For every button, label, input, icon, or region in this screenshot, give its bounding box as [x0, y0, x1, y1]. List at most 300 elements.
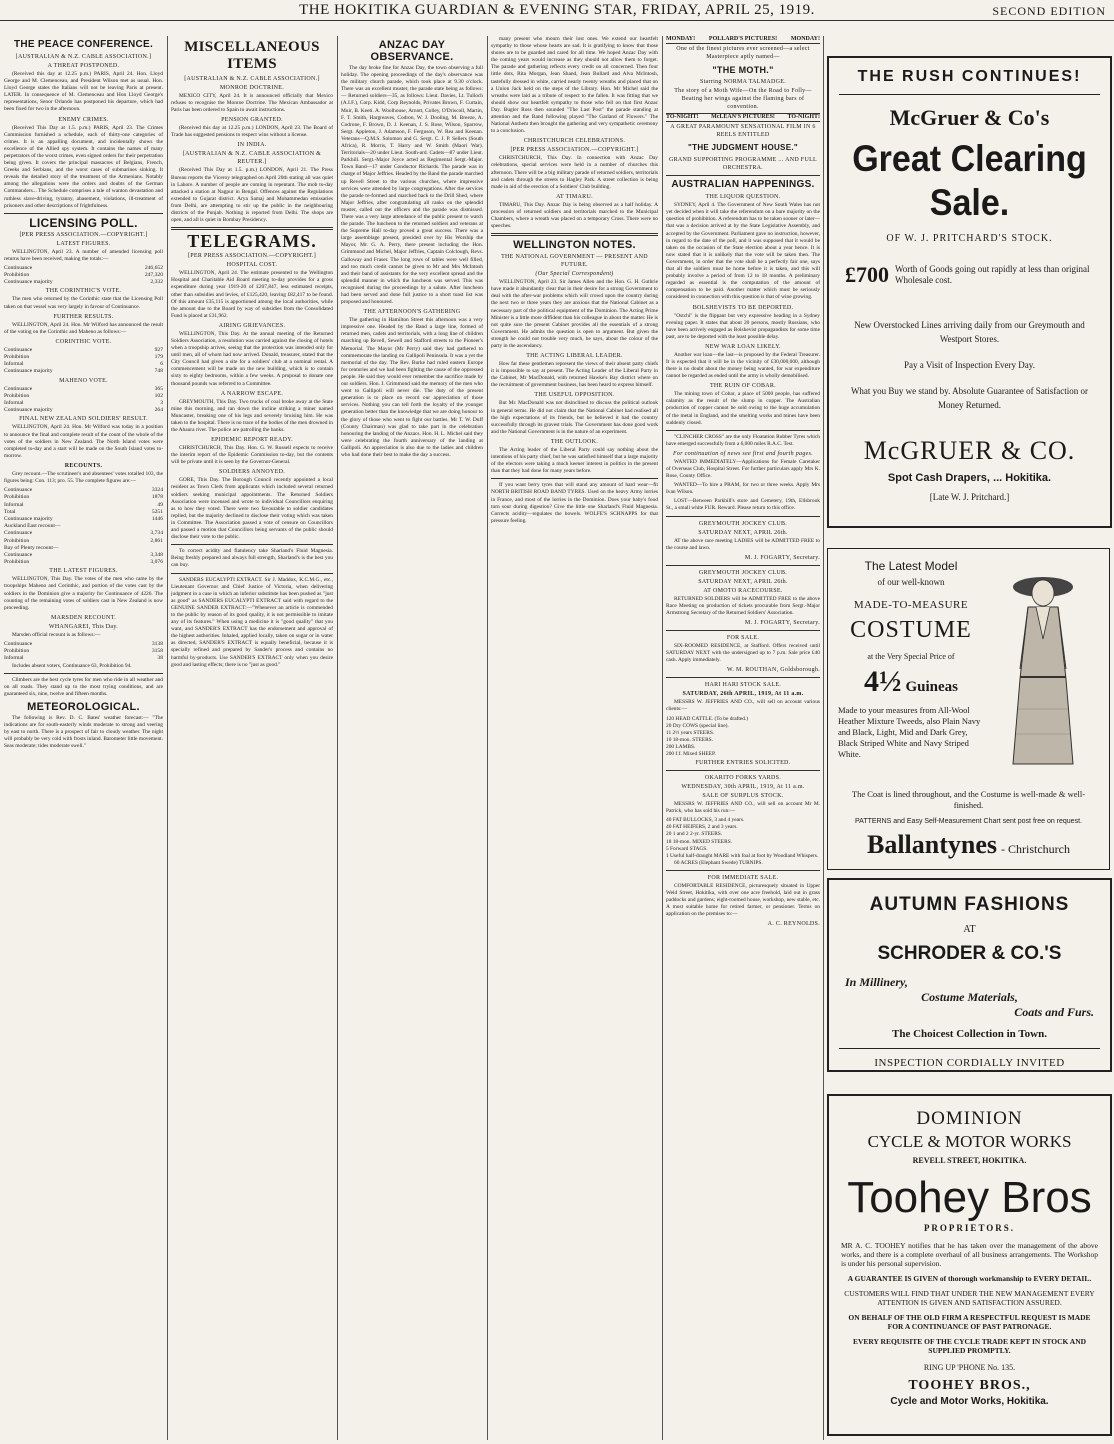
- subheading: MONROE DOCTRINE.: [219, 85, 285, 91]
- article-text: CHRISTCHURCH, This Day. In connection with Anzac Day celebrations, special services were held in a number of churches this afternoon. There will be a big military parade of returned soldiers, territorials and cadets through the streets to Hagley Park. A street collection is being made in aid of the erection of a Soldiers' Club building.: [491, 155, 658, 190]
- table-row: [4, 552, 163, 559]
- advert-text: SANDERS EUCALYPTI EXTRACT. Sir J. Maddox, K.C.M.G., etc., Lieutenant Governor and Chief Justice of Victoria, when delivering judgment in a case in which an inferior substitute has been pushed as "just as good" as SANDERS EUCALYPTI EXTRACT said with regard to the GENUINE SANDER EXTRACT:—"Whenever an article is commended to the public by reason of its good quality, it is not permissible to imitate any of its features." When using a medicine it is "good quality" that you want, and SANDER'S EXTRACT has the endorsement and approval of the highest authorities. Inhaled, applied locally, taken on sugar or in water as directed, SANDER'S EXTRACT is equally beneficial, because it is specially refined and prepared by Sander's process and contains no harmful by-products. Use SANDER'S EXTRACT only when you desire good and lasting effects; there is no "just as good.": [171, 576, 333, 668]
- tonight-bar: [666, 113, 820, 122]
- advert-text: ON BEHALF OF THE OLD FIRM A RESPECTFUL REQUEST IS MADE FOR A CONTINUANCE OF PAST PATRONAGE.: [848, 1313, 1091, 1331]
- subheading: NEW WAR LOAN LIKELY.: [705, 343, 781, 350]
- article-text: GREYMOUTH, This Day. Two trucks of coal broke away at the State mine this morning, and ran down the incline striking a miner named Muncaster, breaking one of his legs and severely bruising him. He was taken to the hospital. There is no trace of the bodies of the men drowned in the Ahaura river. The police are patrolling the banks.: [171, 398, 333, 433]
- subheading: SALE OF SURPLUS STOCK.: [702, 793, 784, 800]
- column-3: [341, 36, 483, 1440]
- anzac-heading: ANZAC DAY OBSERVANCE.: [370, 39, 454, 63]
- moth-title: "THE MOTH.": [712, 65, 774, 76]
- classified-ad: WANTED IMMEDIATELY—Applications for Female Caretaker of Overseas Club, Hospital Street. For further particulars apply Mrs K. Rose, County Office.: [666, 458, 820, 480]
- advert-text: REVELL STREET, HOKITIKA.: [912, 1156, 1027, 1165]
- row-value: 2,332: [150, 279, 163, 286]
- row-label: Continuance majority: [4, 368, 53, 375]
- list-item: 11 2½ years STEERS.: [666, 729, 715, 736]
- bar-label: McLEAN'S PICTURES!: [711, 114, 775, 121]
- article-text: WELLINGTON, April 24. The estimate presented to the Wellington Hospital and Charitable Aid Board meeting to-day provides for a gross expenditure during year 1919-20 of £207,847, less estimated receipts, other than subsidies and levies, of £125,420, leaving £82,417 to be found. Of this amount £35,115 is apportioned among the local authorities, while the amount due to the Board by way of subsidies from the Consolidated Fund is placed at £31,962.: [171, 270, 333, 319]
- advert-brand: McGruer & Co's: [889, 105, 1050, 130]
- mcgruer-advert: [827, 56, 1112, 528]
- divider: [666, 630, 820, 631]
- row-label: Prohibition: [4, 648, 30, 655]
- dateline: AT OMOTO RACECOURSE.: [703, 587, 783, 594]
- bar-label: MONDAY!: [666, 36, 696, 42]
- advert-text: EVERY REQUISITE OF THE CYCLE TRADE KEPT IN STOCK AND SUPPLIED PROMPTLY.: [852, 1337, 1087, 1355]
- article-text: (Received this day at 12.25 p.m.) PARIS, April 24. Hon. Lloyd George and M. Clemenceau, and President Wilson met as usual. Hon. Lloyd George states the Italians will not be leaving Paris at present. LATER. In consequence of M. Clemenceau and Hon Lloyd George's representations, Senor Orlando has postponed his departure, which had been fixed for two in the afternoon.: [4, 71, 163, 113]
- article-text: GORE, This Day. The Borough Council recently appointed a local resident as Town Clerk from applicants which included several returned soldiers seeking municipal appointments. The Returned Soldiers Association were incensed and wrote to individual Councillors enquiring as to how they voted. There were two favourable to soldier candidates replied, but the majority declined to disclose their voting which was taken in Committee. The Association passed a vote of censure on Councillors and passed a motion that Councillors being servants of the public should disclose their vote to the public.: [171, 477, 333, 541]
- classified-ad: MESSRS W. JEFFRIES AND CO., will sell on account various clients:—: [666, 699, 820, 713]
- article-text: SYDNEY, April 4. The Government of New South Wales has not yet decided when it will take the referendum on a bare majority on the question of prohibition. A referendum has to be taken sooner or later—that was a decision arrived at by the State Legislative Assembly, and accepted by the Government. Parliament gave no instruction, however, in regard to the date of the poll, and it was supposed that it would be taken on the occasion of the State election about a year hence. It is now stated that it is unlikely that the vote will be taken then. The Government, in order that the vote shall be a perfectly fair one, says that all the soldiers must be home before it is taken, and this will probably involve a period of from 12 to 18 months. A preliminary regarded as essential is the computation of the amount of compensation to be paid. Another matter which must be seriously considered in connection with this question is that of wine growing.: [666, 202, 820, 301]
- masthead-title: THE HOKITIKA GUARDIAN & EVENING STAR, FRIDAY, APRIL 25, 1919.: [299, 2, 815, 18]
- advert-text: CUSTOMERS WILL FIND THAT UNDER THE NEW MANAGEMENT EVERY ATTENTION IS GIVEN AND SATISFACTION ASSURED.: [844, 1289, 1095, 1307]
- divider: [666, 565, 820, 566]
- auckland-table: [4, 523, 163, 566]
- price-row: [838, 665, 984, 699]
- subheading: FURTHER ENTRIES SOLICITED.: [695, 760, 791, 767]
- table-row: [4, 545, 163, 552]
- article-text: WELLINGTON, April 23. Sir James Allen and the Hon. G. H. Guthrie have made it abundantly clear that in their desire for a strong Government to deal with the after-war problems which will crowd upon the country during the next two or three years they are anxious that the National Cabinet as a necessary part of the political equipment of the Dominion. The Acting Prime Minister is a little more diffident than his colleague in about the matter. He is not quite sure the present Cabinet provides all the essentials of a strong Government. He admits the question is open to argument. But given the strength he could not trouble very much, he says, about the colour of the party in the ascendancy.: [491, 279, 658, 349]
- article-text: (Received This Day at 1.5. p.m.) PARIS, April 23. The Crimes Commission furnished a schedule, each of thirty-one categories of crimes. It is an appalling document, and incidentally shows the excellence of the Allied spy system. It contains the names of many perpetrators of the worst crimes, even signed orders for their perpetration being given. It covers the principal massacres of Belgians, French, Greeks and Serbians, and the worst cases of submarines sinking. It reveals the detailed story of the treatment of the Armenians. Notably among the allegations were the orders and doubts of the German Commanders... The Schedule comprises a tale of wanton devastation and ruthless slave-driving, tyranny, abasement, violations, ill-treatment of prisoners and other descriptions of frightfulness.: [4, 124, 163, 209]
- shop-row: [838, 830, 1099, 860]
- table-row: [4, 368, 163, 375]
- table-row: [4, 407, 163, 414]
- advert-text: What you Buy we stand by. Absolute Guarantee of Satisfaction or Money Returned.: [850, 386, 1089, 410]
- divider: [4, 213, 163, 214]
- table-row: [4, 400, 163, 407]
- article-text: WELLINGTON, April 24. Hon. Mr Wilford was today in a position to announce the final and complete result of the count of the whole of the votes of the soldiers in New Zealand. The North Island votes were completed to-day and a start will be made on the South Island votes to-morrow.: [4, 424, 163, 459]
- subheading: LATEST FIGURES.: [56, 240, 111, 247]
- wellington-notes-heading: WELLINGTON NOTES.: [513, 239, 636, 252]
- advert-heading: CYCLE & MOTOR WORKS: [867, 1132, 1072, 1151]
- totals-table: [4, 265, 163, 287]
- advert-text: Spot Cash Drapers, ... Hokitika.: [887, 472, 1052, 484]
- subheading: OKARITO FORKS YARDS.: [704, 775, 782, 782]
- signature: A. C. REYNOLDS.: [767, 921, 820, 928]
- row-value: 3,734: [150, 530, 163, 537]
- list-item: 200 LAMBS.: [666, 743, 696, 750]
- costume-copy: [838, 559, 984, 760]
- table-row: [4, 655, 163, 662]
- article-text: But Mr. MacDonald was not disinclined to discuss the political outlook in general terms. He did not claim that the National Cabinet had realised all the high expectations of its friends, but he believed it had the country successfully through its gravest trials. The Government has done good work and the National Government is in the nature of an experiment.: [491, 400, 658, 435]
- advert-text: GRAND SUPPORTING PROGRAMME ... AND FULL ORCHESTRA.: [668, 157, 818, 172]
- advert-text: Climbers are the best cycle tyres for men who ride in all weather and on all roads. They stand up to the most trying conditions, and are guaranteed six, nine, twelve and fifteen months.: [4, 676, 163, 697]
- article-text: The following is Rev. D. C. Bates' weather forecast:— "The indications are for south-easterly winds moderate to strong and veering by east to north. There is a prospect of fair to cloudy weather. The night will probably be very cold with frosts inland. Barometer little movement. Seas moderate; tides moderate swell.": [4, 714, 163, 750]
- advert-shop: SCHRODER & CO.'S: [877, 943, 1062, 964]
- advert-text: MADE-TO-MEASURE: [853, 599, 969, 611]
- advert-text: In Millinery,: [845, 975, 908, 989]
- advert-text: Guineas: [905, 679, 958, 695]
- row-label: Continuance: [4, 530, 33, 537]
- article-text: Another war loan—the last—is proposed by the Federal Treasurer. It is expected that it will be in the vicinity of £30,000,000, although there is no doubt about the money being wanted, for war expenditure cannot be regarded as ended until the army is wholly demobilised.: [666, 351, 820, 380]
- advert-price: 4½: [863, 665, 902, 698]
- advert-text: of our well-known: [877, 577, 945, 587]
- toohey-advert: [827, 1094, 1112, 1436]
- classified-ad: 60 ACRES (Elephant Swede) TURNIPS.: [674, 859, 763, 866]
- advert-text: [Late W. J. Pritchard.]: [929, 492, 1010, 502]
- column-1: [4, 36, 163, 1440]
- advert-text: AT: [963, 924, 976, 935]
- subheading: THE OUTLOOK.: [550, 438, 599, 445]
- advert-text: One of the finest pictures ever screened—a select Masterpiece aptly named—: [676, 46, 810, 61]
- peace-heading: THE PEACE CONFERENCE.: [13, 39, 154, 50]
- advert-heading: DOMINION: [916, 1108, 1023, 1129]
- article-text: Includes absent voters, Continuance 63, Prohibition 94.: [12, 662, 132, 669]
- column-rule: [662, 36, 663, 1440]
- row-label: Continuance: [4, 385, 33, 392]
- subheading: CHRISTCHURCH CELEBRATIONS.: [523, 138, 626, 145]
- article-text: Marsden official recount is as follows:—: [12, 631, 101, 638]
- licensing-heading: LICENSING POLL.: [29, 215, 138, 230]
- advert-text: Pay a Visit of Inspection Every Day.: [904, 360, 1035, 370]
- row-label: Prohibition: [4, 559, 30, 566]
- row-label: Prohibition: [4, 354, 30, 361]
- article-text: WELLINGTON, April 23. A number of amended licensing poll returns have been received, making the totals:—: [4, 248, 163, 262]
- agency-line: [AUSTRALIAN & N.Z. CABLE ASSOCIATION.]: [184, 76, 320, 82]
- column-4: [491, 36, 658, 1440]
- article-text: The gathering in Hamilton Street this afternoon was a very impressive one. Headed by the Band a large line, formed of returned men, cadets and territorials, with a long line of children marching up Revell, Sewell and Stafford streets to the Pioneer's Memorial. The Mayor (Mr Perry) said they had gathered to commemorate the landing on Gallipoli Peninsula. It was a yet the memorial of the day. The Rev. Burke had ruled eastern Europe for centuries and we had been fighting the cause of the oppressed people. He said they would ever remember the sacrifice made by our soldiers. Hon. J. Grimmond said the memory of the men who went to Gallipoli will never die. The duty of the present generation is to place on record our appreciation of those services. Nothing you can tell forth the loyalty of the younger generation better than the knowledge that we are doing honour to the glory of those who went to fight our battles. Mr T. W. Duff (County Chairman) was glad to take part in the celebration honouring the landing of the Anzacs. Hon. H. L. Michel said they were celebrating the fourth anniversary of the landing at Gallipoli. An appreciation is also due to the ladies and children who had done their best to make the day a success.: [341, 317, 483, 458]
- divider: [666, 677, 820, 678]
- bar-label: TO-NIGHT!: [787, 114, 820, 121]
- subheading: MAHENO VOTE.: [59, 377, 108, 384]
- advert-shop: Ballantynes: [866, 830, 998, 859]
- row-value: [134, 523, 163, 530]
- table-row: [4, 516, 163, 523]
- advert-text: A GREAT PARAMOUNT SENSATIONAL FILM IN 6 REELS ENTITLED: [670, 124, 816, 139]
- row-label: Prohibition: [4, 494, 30, 501]
- advert-title: COSTUME: [850, 617, 972, 643]
- dateline: WHANGAREI, This Day.: [48, 623, 119, 630]
- list-item: 20 Dry COWS (special line).: [666, 722, 729, 729]
- advert-text: at the Very Special Price of: [867, 652, 955, 661]
- subheading: AT TIMARU.: [556, 193, 593, 200]
- table-row: [4, 648, 163, 655]
- article-text: many present who mourn their lost ones. We extend our heartfelt sympathy to those whose hearts are sad. It is gratifying to know that those shores are to be guarded and cared for all time. We hoped Anzac Day with the coming years would increase as they should not allow them to forget. The parade and gathering reflects every credit on all concerned. Then four little dots, Rita Morgan, Jean Shand, Jean Bullard and Alva McIntosh, tastefully dressed in white, carried nearly twenty wreaths and placed that on a Union Jack held on the steps of the Library. Hon. Mr Michel said the wreaths were laid as a tribute of respect to the fallen. It was fitting that we should show our heartfelt sympathy to those who fell on that first Anzac Day. Bugler Ross then sounded "The Last Post" the parade standing at attention and the Band following played "The Garland of Flowers." The National Anthem then brought the gathering and very sympathetic ceremony to a conclusion.: [491, 36, 658, 135]
- row-value: 3138: [151, 640, 163, 647]
- article-text: How far these gentlemen represent the views of their absent party chiefs it is impossible to say at present. The Acting Leader of the Liberal Party in the Cabinet, Mr MacDonald, with returned Hawke's Bay district where on the recruitment of government business, has been heard to express himself.: [491, 361, 658, 389]
- row-label: Continuance: [4, 346, 33, 353]
- list-item: 1 Useful half-draught MARE with foal at foot by Woodland Whispers.: [666, 852, 819, 859]
- advert-text: Starring NORMA TALMADGE.: [699, 79, 787, 86]
- article-text: WELLINGTON, This Day. At the annual meeting of the Returned Soldiers Association, a resolution was carried against the closing of hotels when a troopship arrives, seeing that the protection was intended only for until men, all of whom had now arrived. Donald, treasurer, stated that the City Council had given a site for a soldiers' club at a nominal rental. A commencement will be made on the new building, which is to contain sixty to eighty bedrooms, within a few weeks. A proposal to donate one thousand pounds was referred to a Committee.: [171, 330, 333, 387]
- article-text: CHRISTCHURCH, This Day. Hon. G. W. Russell expects to receive the interim report of the Epidemic Commission to-day, but the contents will be private until it is seen by the Governor-General.: [171, 445, 333, 466]
- list-item: 10 18-mon. STEERS.: [666, 736, 714, 743]
- subheading: CORINTHIC VOTE.: [55, 338, 112, 345]
- subheading: GREYMOUTH JOCKEY CLUB.: [698, 520, 788, 527]
- table-row: [4, 502, 163, 509]
- classified-ad: AT the above race meeting LADIES will be ADMITTED FREE to the course and lawn.: [666, 537, 820, 551]
- advert-text: New Overstocked Lines arriving daily from our Greymouth and Westport Stores.: [854, 320, 1085, 344]
- misc-heading: MISCELLANEOUS ITEMS: [184, 39, 320, 72]
- schroder-advert: [827, 878, 1112, 1072]
- advert-text: Worth of Goods going out rapidly at less than original Wholesale cost.: [895, 264, 1090, 285]
- article-text: (Received this day at 12.25 p.m.) LONDON, April 23. The Board of Trade has suggested pensions to respect wins without a license.: [171, 125, 333, 139]
- agency-line: [PER PRESS ASSOCIATION.—COPYRIGHT.]: [19, 231, 148, 238]
- signature: M. J. FOGARTY, Secretary.: [744, 554, 820, 561]
- advert-text: PROPRIETORS.: [923, 1223, 1016, 1233]
- costume-advert: [827, 548, 1110, 870]
- subheading: EPIDEMIC REPORT READY.: [211, 437, 293, 444]
- table-row: [4, 386, 163, 393]
- advert-text: The Latest Model: [864, 559, 958, 573]
- advert-sale-title: Great Clearing Sale.: [852, 138, 1087, 223]
- advert-firm: Toohey Bros: [847, 1173, 1092, 1222]
- article-text: Grey recount.—The scrutineer's and absentees' votes totalled 103, the figures being: Con. 113; pro. 55. The complete figures are:—: [4, 470, 163, 485]
- subheading: MARSDEN RECOUNT.: [50, 614, 117, 621]
- row-value: 3158: [151, 648, 163, 655]
- advert-text: The story of a Moth Wife—On the Road to Folly—Beating her wings against the flaming bars of convention.: [674, 88, 812, 111]
- judgment-title: "THE JUDGMENT HOUSE.": [688, 143, 798, 153]
- table-row: [4, 641, 163, 648]
- subheading: A NARROW ESCAPE.: [220, 390, 284, 397]
- maheno-table: [4, 386, 163, 415]
- row-value: 3,348: [150, 551, 163, 558]
- classified-ad: LOST—Between Parkhill's store and Cemetery, 19th, Ellsbrook St., a small white FUR. Reward. Please return to this office.: [666, 498, 820, 512]
- table-row: [4, 530, 163, 537]
- subheading: AIRING GRIEVANCES.: [218, 322, 286, 329]
- row-label: Informal: [4, 655, 24, 662]
- subheading: THE ACTING LIBERAL LEADER.: [526, 353, 623, 360]
- advert-firm: McGRUER & CO.: [863, 436, 1076, 465]
- row-value: 1446: [151, 515, 163, 522]
- costume-figure-illustration: [988, 559, 1098, 769]
- meteorological-heading: METEOROLOGICAL.: [27, 700, 140, 713]
- dateline: SATURDAY, 26th APRIL, 1919, At 11 a.m.: [682, 691, 804, 698]
- row-value: [134, 545, 163, 552]
- row-label: Auckland East recount—: [4, 523, 61, 530]
- advert-text: INSPECTION CORDIALLY INVITED: [874, 1057, 1065, 1069]
- advert-text: The Coat is lined throughout, and the Costume is well-made & well-finished.: [851, 789, 1086, 810]
- table-row: [4, 393, 163, 400]
- subheading: GREYMOUTH JOCKEY CLUB.: [698, 569, 788, 576]
- divider: [171, 544, 333, 545]
- list-item: 18 18-mon. MIXED STEERS.: [666, 838, 733, 845]
- article-text: "Ostchi" is the flippant but very expressive heading in a Sydney evening paper. It states that about 20 persons, mostly Russians, who have been actively engaged as Bolshevist propagandists for some time past, are to be deported with the least possible delay.: [666, 312, 820, 340]
- subheading: A THREAT POSTPONED.: [47, 63, 120, 69]
- row-value: 264: [154, 407, 163, 414]
- edition-label: SECOND EDITION: [992, 4, 1106, 18]
- agency-line: [AUSTRALIAN & N.Z. CABLE ASSOCIATION & REUTER.]: [182, 151, 322, 166]
- advert-text: Cycle and Motor Works, Hokitika.: [890, 1396, 1049, 1407]
- advert-signature: TOOHEY BROS.,: [908, 1378, 1031, 1393]
- corinthic-table: [4, 347, 163, 376]
- grey-table: [4, 487, 163, 523]
- subheading: RECOUNTS.: [64, 462, 103, 469]
- advert-text: If you want berry tyres that will stand any amount of hard wear—fit NORTH BRITISH ROAD BAND TYRES. Used on the heavy Army lorries in France, and most of the lorries in the Dominion. Does your baby's food turn sour during digestion? Give the little one Sharland's Fluid Magnesia. Corrects acidity—regulates the bowels. WOLFE'S SCHNAPPS for that pressure feeling.: [491, 482, 658, 524]
- advert-heading: AUTUMN FASHIONS: [869, 894, 1070, 915]
- byline: (Our Special Correspondent): [535, 271, 614, 278]
- subheading: PENSION GRANTED.: [221, 117, 283, 124]
- article-text: WELLINGTON, This Day. The votes of the men who came by the troopships Maheno and Corinthic, and portion of the votes cast by the soldiers in the Dominion give a majority for Continuance of 4226. The counting of the remaining votes of soldiers cast in New Zealand is now proceeding.: [4, 576, 163, 611]
- advert-text: To correct acidity and flatulency take Sharland's Fluid Magnesia. Being freshly prepared and always full strength, Sharland's is the best you can buy.: [171, 548, 333, 569]
- row-label: Continuance majority: [4, 407, 53, 414]
- article-text: The mining town of Cobar, a place of 5000 people, has suffered calamity as the result of the slump in copper. The Australian production of copper cannot be sold owing to the huge accumulation of the metal in England, and the smelting works and mines have been suddenly closed.: [666, 391, 820, 426]
- divider: [666, 516, 820, 517]
- row-value: 3: [160, 400, 163, 407]
- agency-line: [AUSTRALIAN & N.Z. CABLE ASSOCIATION.]: [15, 54, 152, 60]
- signature: W. M. ROUTHAN, Goldsborough.: [726, 667, 820, 674]
- costume-footer: [838, 789, 1099, 860]
- advert-text: A GUARANTEE IS GIVEN of thorough workmanship to EVERY DETAIL.: [847, 1274, 1092, 1283]
- australian-heading: AUSTRALIAN HAPPENINGS.: [671, 179, 815, 191]
- subheading: THE LIQUOR QUESTION.: [705, 194, 781, 201]
- subheading: THE LATEST FIGURES.: [49, 568, 118, 575]
- classified-ad: SIX-ROOMED RESIDENCE, at Stafford. Offers received until SATURDAY NEXT with the undersigned up to 7 p.m. Sale price £40 cash. Apply immediately.: [666, 643, 820, 664]
- table-row: [4, 487, 163, 494]
- dateline: SATURDAY NEXT, APRIL 26th.: [698, 578, 788, 585]
- subheading: HOSPITAL COST.: [226, 262, 278, 269]
- subheading: IN INDIA.: [237, 142, 267, 149]
- table-row: [4, 354, 163, 361]
- row-label: Informal: [4, 361, 24, 368]
- subheading: HARI HARI STOCK SALE.: [704, 682, 782, 689]
- advert-text: PATTERNS and Easy Self-Measurement Chart sent post free on request.: [855, 818, 1082, 825]
- table-row: [4, 347, 163, 354]
- row-label: Informal: [4, 400, 24, 407]
- list-item: 120 HEAD CATTLE. (To be drafted.): [666, 715, 749, 722]
- row-label: Bay of Plenty recount—: [4, 544, 59, 551]
- column-rule: [337, 36, 338, 1440]
- subheading: THE NATIONAL GOVERNMENT — PRESENT AND FUTURE.: [501, 254, 648, 269]
- article-text: WELLINGTON, April 24. Hon. Mr Wilford has announced the result of the voting on the Corinthic and Maheno as follows:—: [4, 321, 163, 335]
- advert-text: The Choicest Collection in Town.: [892, 1028, 1047, 1040]
- column-rule: [487, 36, 488, 1440]
- dateline: WEDNESDAY, 30th APRIL, 1919, At 11 a.m.: [681, 784, 805, 791]
- row-value: 2,861: [150, 537, 163, 544]
- advert-text: - Christchurch: [1001, 842, 1070, 856]
- advert-heading: THE RUSH CONTINUES!: [857, 68, 1082, 85]
- list-item: 200 f.f. Mixed SHEEP.: [666, 750, 716, 757]
- divider: [491, 478, 658, 479]
- subheading: THE AFTERNOON'S GATHERING: [363, 309, 461, 316]
- row-value: 3324: [151, 487, 163, 494]
- article-text: The day broke fine for Anzac Day, the town observing a full holiday. The opening proceedings of the day's observance was the military church parade, which took place at 9.30 o'clock. There was an excellent muster, the parade state being as follows:— Returned soldiers—35, as follows: Lieut. Davies, Lt. Tulloch (A.I.F.), Corp. Kidd, Corp Reynolds, Privates Brown, F. Curtain, Muir, B. Keeti. A. Woolhouse, Arnott, Colley, O'Driscoll, Martin, F. T. Smith, Hargreaves, Codron, W. J. Dooling, M. Breeze, A. Codrone, F. Brown, D. J. Keenan, J. S. Rose, Wilson, Sparrow, Sergt. Appleton, J. Adamson, F. Ferguson, W. Rea and Keenan. Veterans—Q.M.S. Solomon and G. Sergt. C. J. P. Sellers (South Africa), R. Morris, T. Harry and W. Smith (Maori War). Territorials—20 under Lieut. South-ard. Cadets—87 under Lieut. Parkhill. Sergt.-Major Joyce acted as Regimental Sergt.-Major. Town Band—17 under Conductor Richards. The parade was in charge of Major Jeffries. Headed by the Band the parade marched up Revell Street to the various churches, where impressive services were attended by large congregations. After the services the parade re-formed and marched back to the Drill Shed, where Major Jeffries, after congratulating all ranks on the splendid muster, called out the officers and the parade was dismissed. There was a very large attendance of the public present to watch the parade. The luncheon to the returned soldiers and veterans at the Supreme Hall to-day proved a great success. There was a large assemblage present, presided over by His Worship the Mayor, Mr. G. A. Perry, there present including the Hon. Grimmond and Michel, Major Jeffries, Captain Colclough, Revs. Galloway and Fraser. The long rows of tables were well filled, and too much credit cannot be given to Mr and Mrs McIntosh and their band of assistants for the very excellent spread and the splendid manner in which the luncheon was served. This was recognised during the proceedings by a salute. After luncheon had been served and done full justice to a short toast list was proposed and honoured.: [341, 65, 483, 306]
- subheading: THE USEFUL OPPOSITION.: [534, 392, 615, 399]
- advert-amount: £700: [845, 262, 889, 287]
- subheading: SOLDIERS ANNOYED.: [218, 469, 286, 476]
- marsden-table: [4, 641, 163, 663]
- row-label: Prohibition: [4, 537, 30, 544]
- divider: [171, 227, 333, 230]
- row-value: 246,652: [144, 264, 163, 271]
- article-text: The Acting leader of the Liberal Party could say nothing about the intentions of his party chief, but he was satisfied himself that a large majority of the electors were taking a much keener interest in politics in the present than that they had done for many years before.: [491, 446, 658, 475]
- divider: [666, 430, 820, 431]
- bar-label: TO-NIGHT!: [666, 114, 699, 121]
- row-value: 179: [154, 354, 163, 361]
- stock-list: [666, 817, 820, 860]
- table-row: [4, 279, 163, 286]
- row-value: 6: [160, 361, 163, 368]
- subheading: THE CORINTHIC'S VOTE.: [45, 288, 122, 295]
- note: For continuation of news see first and fourth pages.: [672, 450, 814, 457]
- divider: [666, 870, 820, 871]
- table-row: [4, 559, 163, 566]
- divider: [666, 175, 820, 176]
- advert-text: OF W. J. PRITCHARD'S STOCK.: [886, 233, 1053, 244]
- advert-text: "CLINCHER CROSS" are the only Floatation Rubber Tyres which have emerged successfully from a 6,000 miles R.A.C. Test.: [666, 433, 820, 447]
- row-label: Continuance: [4, 551, 33, 558]
- row-label: Continuance majority: [4, 515, 53, 522]
- subheading: FURTHER RESULTS.: [53, 313, 114, 320]
- divider: [171, 573, 333, 574]
- column-rule: [167, 36, 168, 1440]
- classified-ad: MESSRS W. JEFFRIES AND CO., will sell on account Mr M. Patrick, who has sold his run:—: [666, 801, 820, 815]
- bar-label: MONDAY!: [790, 36, 820, 42]
- agency-line: [PER PRESS ASSOCIATION.—COPYRIGHT.]: [510, 147, 639, 154]
- subheading: ENEMY CRIMES.: [58, 116, 109, 123]
- column-5: [666, 36, 820, 1440]
- divider: [666, 770, 820, 771]
- row-label: Informal: [4, 501, 24, 508]
- column-rule: [823, 36, 824, 1440]
- row-value: 49: [157, 501, 163, 508]
- subheading: FOR IMMEDIATE SALE.: [707, 874, 779, 881]
- classified-ad: COMFORTABLE RESIDENCE, picturesquely situated in Upper Weld Street, Hokitika, with over one acre freehold, laid out in grass paddocks and gardens; eight-roomed house, workshop, new stable, etc. A most suitable home for retired farmer, or pensioner. Terms on application on the premises to:—: [666, 882, 820, 918]
- subheading: THE RUIN OF COBAR.: [709, 383, 777, 390]
- autumn-lines: [845, 975, 1094, 1020]
- telegrams-heading: TELEGRAMS.: [187, 231, 317, 252]
- row-label: Prohibition: [4, 392, 30, 399]
- classified-ad: RETURNED SOLDIERS will be ADMITTED FREE to the above Race Meeting on production of tickets procurable from Sergt.-Major Armstrong Secretary of the Returned Soldiers' Association.: [666, 595, 820, 616]
- row-label: Continuance: [4, 264, 33, 271]
- dateline: SATURDAY NEXT, APRIL 26th.: [698, 529, 788, 536]
- advert-text: MR A. C. TOOHEY notifies that he has taken over the management of the above works, and there is a complete overhaul of all business arrangements. The Workshop is under his personal supervision.: [841, 1241, 1098, 1268]
- advert-text: Coats and Furs.: [1014, 1005, 1094, 1019]
- bar-label: POLLARD'S PICTURES!: [708, 36, 778, 42]
- row-value: 927: [154, 346, 163, 353]
- article-text: (Received This Day at 1.5. p.m.) LONDON, April 21. The Press Bureau reports the Viceroy telegraphed on April 20th stating all was quiet in Lahore. A number of people are coming in repentant. The mob to-day attacked a station at Nagpur in Bengal. Offences against the Regulations extended to Gujarat district. Arya Samaj and Mohammedan emissaries from Delhi, are attempting to stir up the public in the neighbouring districts of the Punjab. Nothing is reported from Delhi. The shops are open, and all is quiet in Bombay Presidency.: [171, 167, 333, 224]
- list-item: 40 FAT BULLOCKS, 3 and 4 years.: [666, 817, 745, 824]
- table-row: [4, 523, 163, 530]
- table-row: [4, 265, 163, 272]
- subheading: BOLSHEVISTS TO BE DEPORTED.: [692, 304, 794, 311]
- row-value: 3,076: [150, 559, 163, 566]
- table-row: [4, 509, 163, 516]
- table-row: [4, 538, 163, 545]
- list-item: 20 1 and 2 2-yr. STEERS.: [666, 831, 723, 838]
- list-item: 40 FAT HEIFERS, 2 and 3 years.: [666, 824, 738, 831]
- row-value: 38: [157, 655, 163, 662]
- advert-text: Made to your measures from All-Wool Heather Mixture Tweeds, also Plain Navy and Black, Light, Mid and Dark Grey, Black Striped White and Navy Striped White.: [838, 705, 981, 759]
- subheading: FINAL NEW ZEALAND SOLDIERS' RESULT.: [19, 416, 148, 423]
- row-value: 5251: [151, 508, 163, 515]
- article-text: MEXICO CITY, April 24. It is announced officially that Mexico refuses to recognise the Monroe Doctrine. The Mexican Ambassador at Paris has been ordered to Spain to await instructions.: [171, 93, 333, 114]
- classified-ad: WANTED—To hire a PRAM, for two or three weeks. Apply Mrs Ivan Wilson.: [666, 482, 820, 496]
- subheading: FOR SALE.: [726, 635, 760, 642]
- stock-list: [666, 716, 820, 759]
- column-2: [171, 36, 333, 1440]
- row-label: Continuance: [4, 487, 33, 494]
- pictures-bar: [666, 36, 820, 44]
- table-row: [4, 494, 163, 501]
- row-value: 1878: [151, 494, 163, 501]
- article-text: TIMARU, This Day. Anzac Day is being observed as a half holiday. A procession of returned soldiers and territorials marched to the Municipal Chambers, where a wreath was placed on a temporary Cross. There were no speeches.: [491, 201, 658, 230]
- row-label: Prohibition: [4, 272, 30, 279]
- advert-text: Costume Materials,: [921, 990, 1018, 1004]
- amount-row: [845, 262, 1098, 288]
- divider: [4, 673, 163, 674]
- advert-text: RING UP 'PHONE No. 135.: [923, 1363, 1016, 1372]
- agency-line: [PER PRESS ASSOCIATION.—COPYRIGHT.]: [187, 253, 317, 260]
- row-value: 247,320: [144, 272, 163, 279]
- row-value: 748: [154, 368, 163, 375]
- table-row: [4, 361, 163, 368]
- divider: [491, 233, 658, 236]
- table-row: [4, 272, 163, 279]
- row-label: Total: [4, 508, 16, 515]
- row-value: 102: [154, 392, 163, 399]
- signature: M. J. FOGARTY, Secretary.: [744, 620, 820, 627]
- list-item: 5 Forward STAGS.: [666, 845, 708, 852]
